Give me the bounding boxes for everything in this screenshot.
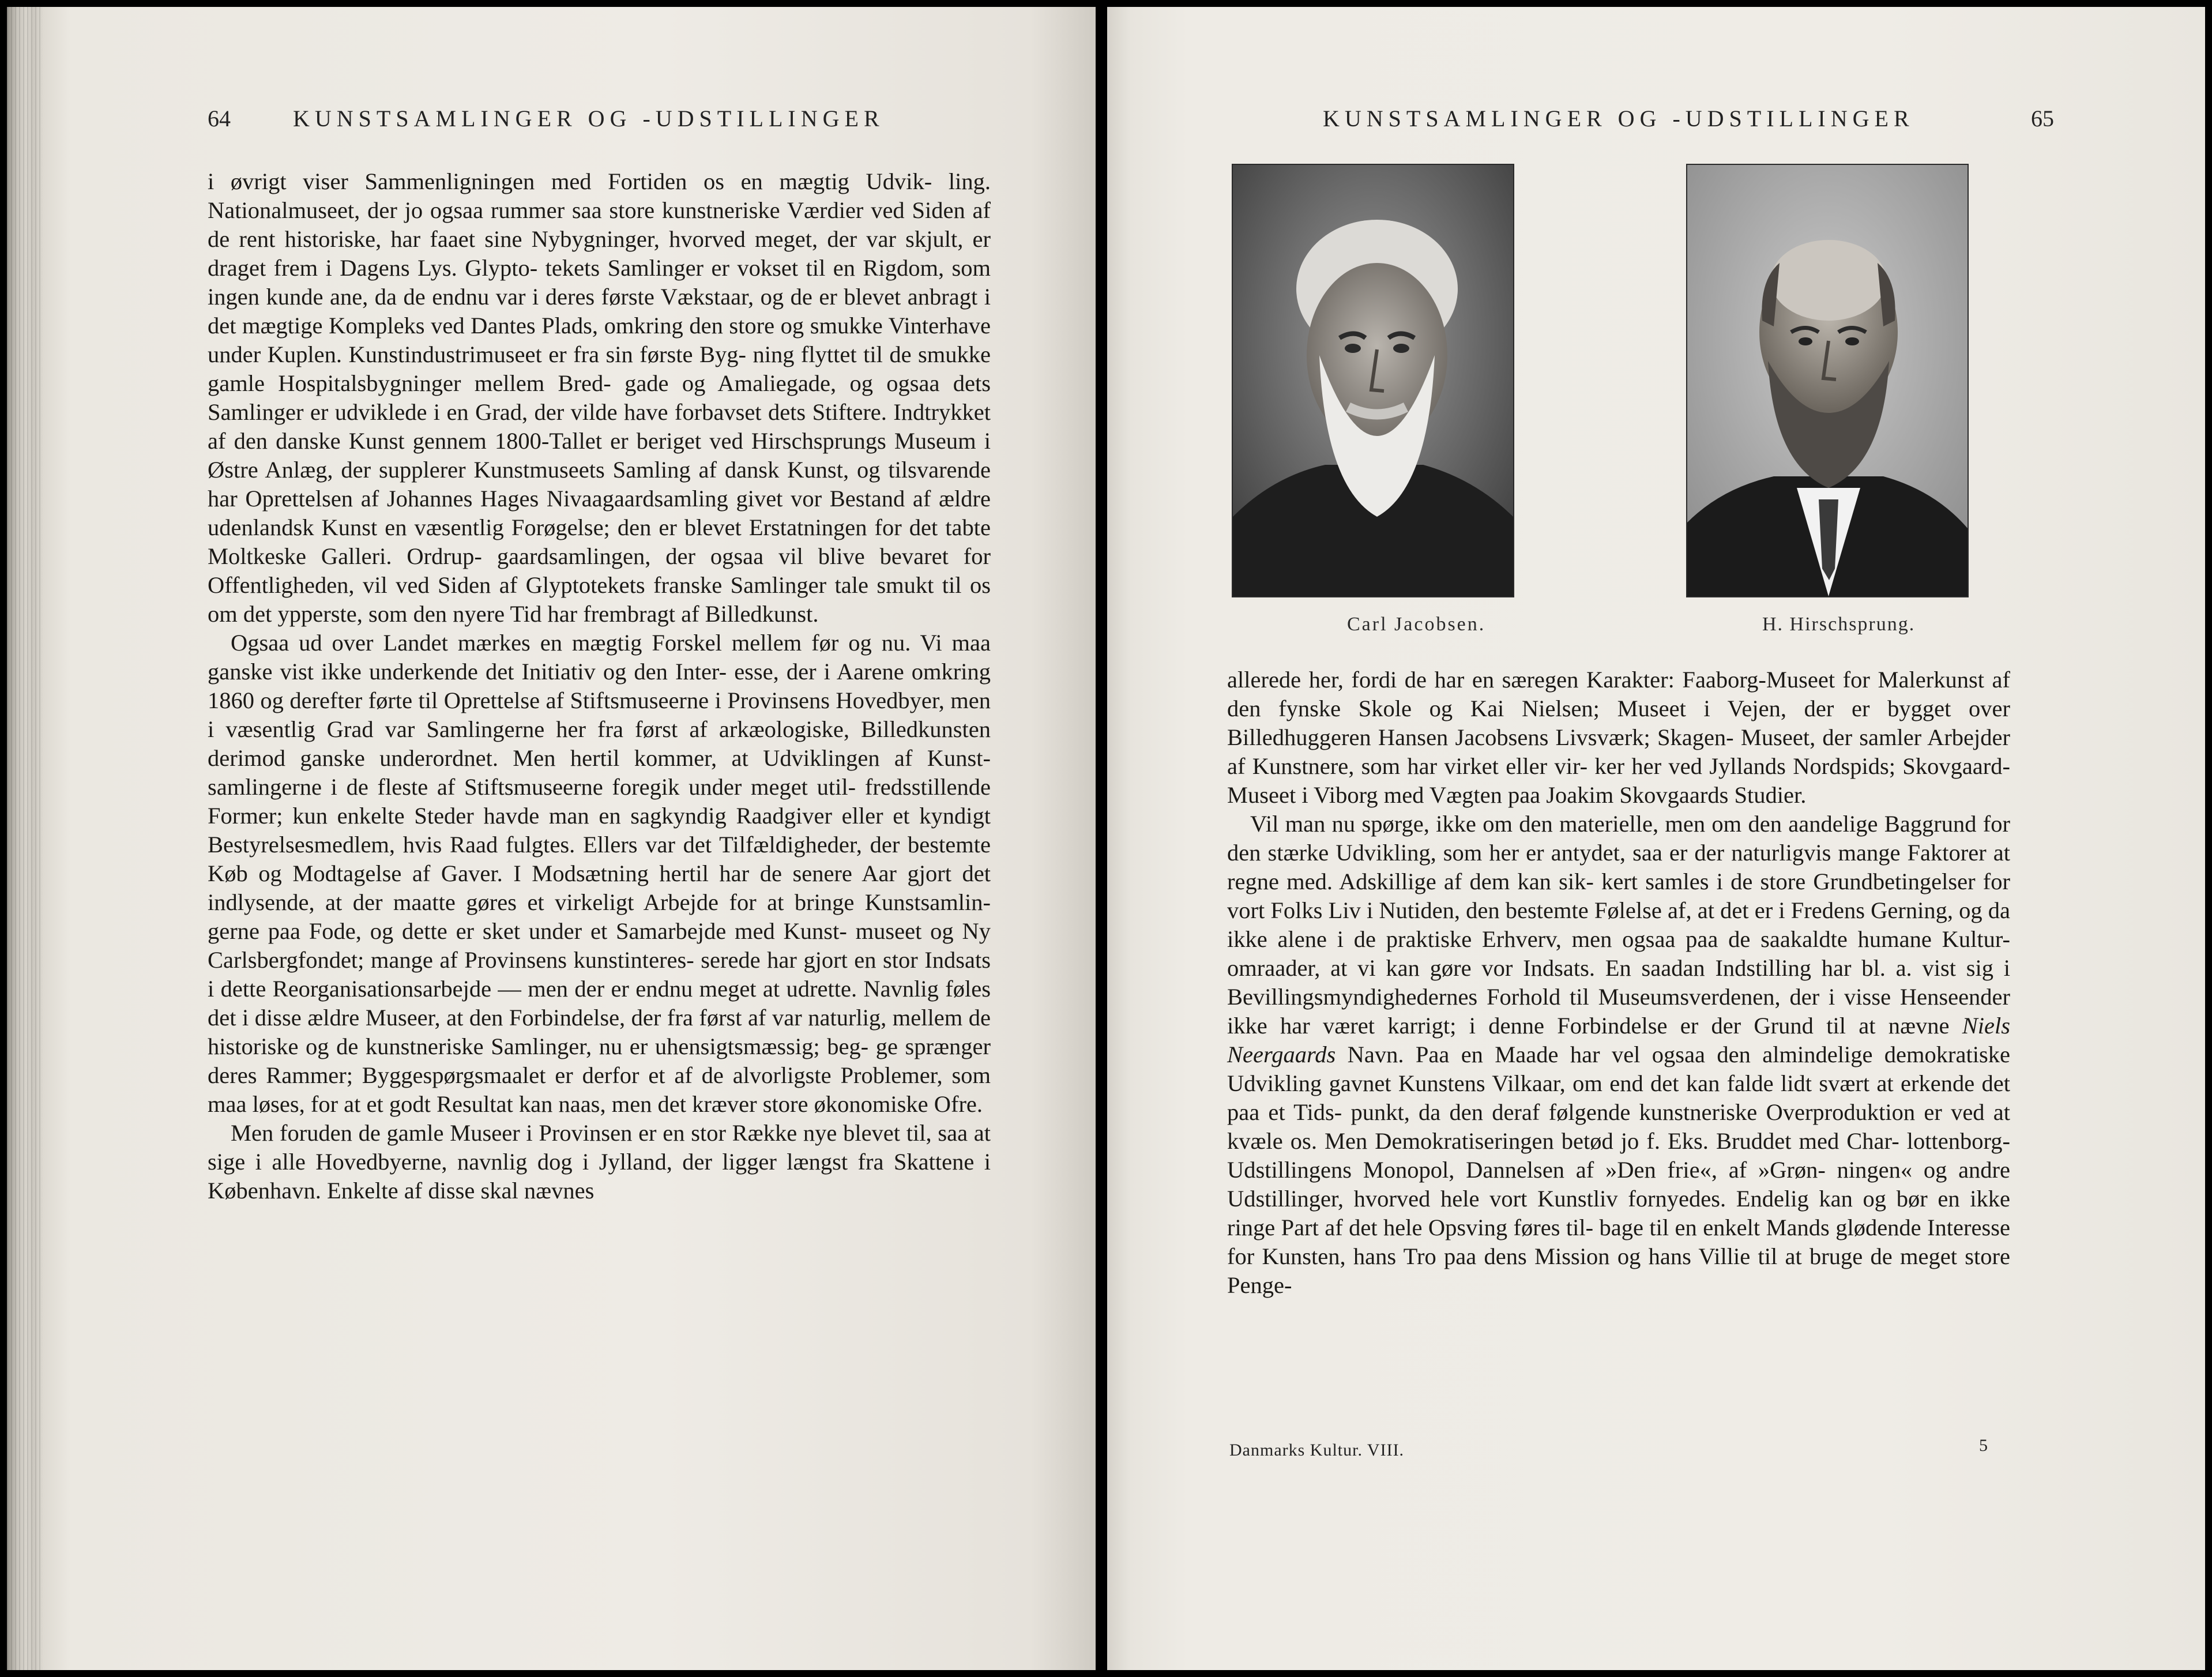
text-line: Vil man nu spørge, ikke om den materielle, men om den aandelige <box>1250 811 1878 837</box>
text-line: der i visse Henseender ikke har været karrigt; i denne Forbindelse <box>1227 984 2011 1039</box>
text-line: gerne paa Fode, og dette er sket under et Samarbejde med Kunst- <box>208 918 847 944</box>
text-line: ning flyttet til de smukke gamle Hospitalsbygninger mellem Bred- <box>208 341 991 396</box>
right-page-number: 65 <box>2031 106 2054 131</box>
portrait-h-hirschsprung-image <box>1687 165 1968 596</box>
paragraph <box>208 629 991 1119</box>
text-line: hvorved meget, der var skjult, er draget frem i Dagens Lys. Glypto- <box>208 226 991 281</box>
text-line: der vilde have forbavset dets Stiftere. Indtrykket af den danske <box>208 399 991 454</box>
text-line: gaardsamlingen, der ogsaa vil blive bevaret for Offentligheden, vil <box>208 543 991 598</box>
text-line: fredsstillende Former; kun enkelte Steder havde man en sagkyndig <box>208 774 991 829</box>
text-line: ker her ved Jyllands Nordspids; Skovgaard-Museet i Viborg med <box>1227 753 2010 808</box>
text-line: er der Grund til at nævne Niels Neergaards Navn. Paa en Maade har <box>1227 1013 2010 1067</box>
text-line: ge sprænger deres Rammer; Byggespørgsmaalet er derfor et af de <box>208 1033 991 1088</box>
text-line: Værdier ved Siden af de rent historiske, har faaet sine Nybygninger, <box>208 197 991 252</box>
caption-carl-jacobsen: Carl Jacobsen. <box>1347 614 1486 635</box>
footer-signature-number: 5 <box>1979 1436 1988 1455</box>
text-line: serede har gjort en stor Indsats i dette Reorganisationsarbejde — <box>208 947 991 1002</box>
text-line: nu. Vi maa ganske vist ikke underkende det Initiativ og den Inter- <box>208 630 991 685</box>
text-line: ved Siden af Glyptotekets franske Samlinger tale smukt til os om <box>208 572 991 627</box>
text-line: ganske underordnet. Men hertil kommer, at Udviklingen af Kunst- <box>300 745 991 771</box>
text-line: kert samles i de store Grundbetingelser for vort Folks Liv i Nutiden, <box>1227 868 2011 923</box>
text-line: Kunst gennem 1800-Tallet er beriget ved Hirschsprungs Museum i <box>348 428 991 454</box>
text-line: givet vor Bestand af ældre udenlandsk Kunst en væsentlig Forøgelse; <box>208 486 991 540</box>
text-line: Endelig kan og bør en ikke ringe Part af det hele Opsving føres til- <box>1227 1186 2010 1240</box>
footer-book-title: Danmarks Kultur. VIII. <box>1229 1441 1405 1460</box>
text-line: mægtige Kompleks ved Dantes Plads, omkring den store og smukke <box>242 313 883 339</box>
text-line: Raadgiver eller et kyndigt Bestyrelsesmedlem, hvis Raad fulgtes. <box>208 803 991 858</box>
text-line: Østre Anlæg, der supplerer Kunstmuseets Samling af dansk Kunst, <box>208 457 849 483</box>
text-line: Samlingerne her fra først af arkæologiske, Billedkunsten derimod <box>208 716 991 771</box>
text-line: den bestemte Følelse af, at det er i Fredens Gerning, og da ikke alene <box>1227 897 2011 952</box>
portrait-carl-jacobsen <box>1232 164 1514 597</box>
text-line: tekets Samlinger er vokset til en Rigdom, som ingen kunde ane, da <box>208 255 991 310</box>
text-line: naturligvis mange Faktorer at regne med. Adskillige af dem kan sik- <box>1227 840 2011 894</box>
text-line: er bygget over Billedhuggeren Hansen Jacobsens Livsværk; Skagen- <box>1227 695 2010 750</box>
left-body-text <box>208 167 991 1205</box>
text-line: naas, men det kræver store økonomiske Ofre. <box>558 1091 983 1117</box>
text-line: Baggrund for den stærke Udvikling, som her er antydet, saa er der <box>1227 811 2010 866</box>
portrait-h-hirschsprung <box>1686 164 1969 597</box>
caption-h-hirschsprung: H. Hirschsprung. <box>1762 614 1916 635</box>
text-line: omraader, at vi kan gøre vor Indsats. En saadan Indstilling har bl. a. <box>1227 955 1912 981</box>
text-line: Malerkunst af den fynske Skole og Kai Nielsen; Museet i Vejen, der <box>1227 667 2010 721</box>
text-line: Men foruden de gamle Museer i Provinsen er en stor Række nye <box>231 1120 837 1146</box>
left-page-number: 64 <box>208 106 231 131</box>
text-line: museet og Ny Carlsbergfondet; mange af Provinsens kunstinteres- <box>208 918 991 973</box>
right-page <box>1107 7 2205 1670</box>
text-line: punkt, da den deraf følgende kunstneriske Overproduktion er ved at <box>1350 1099 2011 1125</box>
text-line: den er blevet Erstatningen for det tabte Moltkeske Galleri. Ordrup- <box>208 514 991 569</box>
text-line: vist sig i Bevillingsmyndighedernes Forhold til Museumsverdenen, <box>1227 955 2011 1010</box>
text-line: men der er endnu meget at udrette. Navnlig føles det i disse ældre <box>208 976 991 1031</box>
paragraph <box>208 1119 991 1205</box>
portrait-carl-jacobsen-image <box>1233 165 1513 596</box>
text-line: Vinterhave under Kuplen. Kunstindustrimuseet er fra sin første Byg- <box>208 313 991 367</box>
text-line: esse, der i Aarene omkring 1860 og derefter førte til Oprettelse af <box>208 659 991 713</box>
text-line: vel ogsaa den almindelige demokratiske Udvikling gavnet Kunstens <box>1227 1041 2010 1096</box>
text-line: og tilsvarende har Oprettelsen af Johannes Hages Nivaagaardsamling <box>208 457 991 512</box>
paragraph <box>1227 665 2010 810</box>
text-line: lottenborg-Udstillingens Monopol, Dannelsen af »Den frie«, af »Grøn- <box>1227 1128 2010 1183</box>
text-line: at der maatte gøres et virkeligt Arbejde for at bringe Kunstsamlin- <box>325 889 991 915</box>
right-body-text <box>1227 665 2010 1300</box>
text-line: Museet, der samler Arbejder af Kunstnere, som har virket eller vir- <box>1227 724 2011 779</box>
text-line: ling. Nationalmuseet, der jo ogsaa rummer saa store kunstneriske <box>208 168 991 223</box>
text-line: ningen« og andre Udstillinger, hvorved hele vort Kunstliv fornyedes. <box>1227 1157 2011 1212</box>
text-line: allerede her, fordi de har en særegen Karakter: Faaborg-Museet for <box>1227 667 1870 693</box>
text-line: alvorligste Problemer, som maa løses, for at et godt Resultat kan <box>208 1062 991 1117</box>
text-line: Stiftsmuseerne i Provinsens Hovedbyer, men i væsentlig Grad var <box>208 687 991 742</box>
text-line: blevet til, saa at sige i alle Hovedbyerne, navnlig dog i Jylland, der <box>208 1120 991 1175</box>
paragraph <box>1227 810 2010 1300</box>
text-line: bage til en enkelt Mands glødende Interesse for Kunsten, hans Tro <box>1227 1214 2010 1269</box>
right-running-head: KUNSTSAMLINGER OG -UDSTILLINGER <box>1323 106 1914 131</box>
text-line: kvæle os. Men Demokratiseringen betød jo f. Eks. Bruddet med Char- <box>1227 1128 1899 1154</box>
text-line: Gaver. I Modsætning hertil har de senere Aar gjort det indlysende, <box>208 860 991 915</box>
text-line: i øvrigt viser Sammenligningen med Fortiden os en mægtig Udvik- <box>208 168 932 194</box>
text-line: Ogsaa ud over Landet mærkes en mægtig Forskel mellem før og <box>231 630 872 656</box>
text-line: Vilkaar, om end det kan falde lidt svært at erkende det paa et Tids- <box>1227 1070 2010 1125</box>
text-line: i de praktiske Erhverv, men ogsaa paa de saakaldte humane Kultur- <box>1337 926 2010 952</box>
left-page-fore-edge <box>7 7 42 1670</box>
text-line: Vægten paa Joakim Skovgaards Studier. <box>1429 782 1807 808</box>
text-line: samlingerne i de fleste af Stiftsmuseerne foregik under meget util- <box>208 774 856 800</box>
text-line: ligger længst fra Skattene i København. Enkelte af disse skal nævnes <box>208 1149 991 1204</box>
text-line: Ellers var det Tilfældigheder, der bestemte Køb og Modtagelse af <box>208 832 991 886</box>
text-line: det ypperste, som den nyere Tid har frembragt af Billedkunst. <box>243 601 819 627</box>
left-running-head: KUNSTSAMLINGER OG -UDSTILLINGER <box>293 106 885 131</box>
text-line: Museer, at den Forbindelse, der fra først af var naturlig, mellem de <box>365 1005 991 1031</box>
left-page <box>7 7 1096 1670</box>
text-line: historiske og de kunstneriske Samlinger, nu er uhensigtsmæssig; beg- <box>208 1033 869 1059</box>
paragraph <box>208 167 991 629</box>
text-line: de endnu var i deres første Vækstaar, og de er blevet anbragt i det <box>208 284 991 339</box>
text-line: gade og Amaliegade, og ogsaa dets Samlinger er udviklede i en Grad, <box>208 370 991 425</box>
text-line: paa dens Mission og hans Villie til at bruge de meget store Penge- <box>1227 1243 2010 1298</box>
